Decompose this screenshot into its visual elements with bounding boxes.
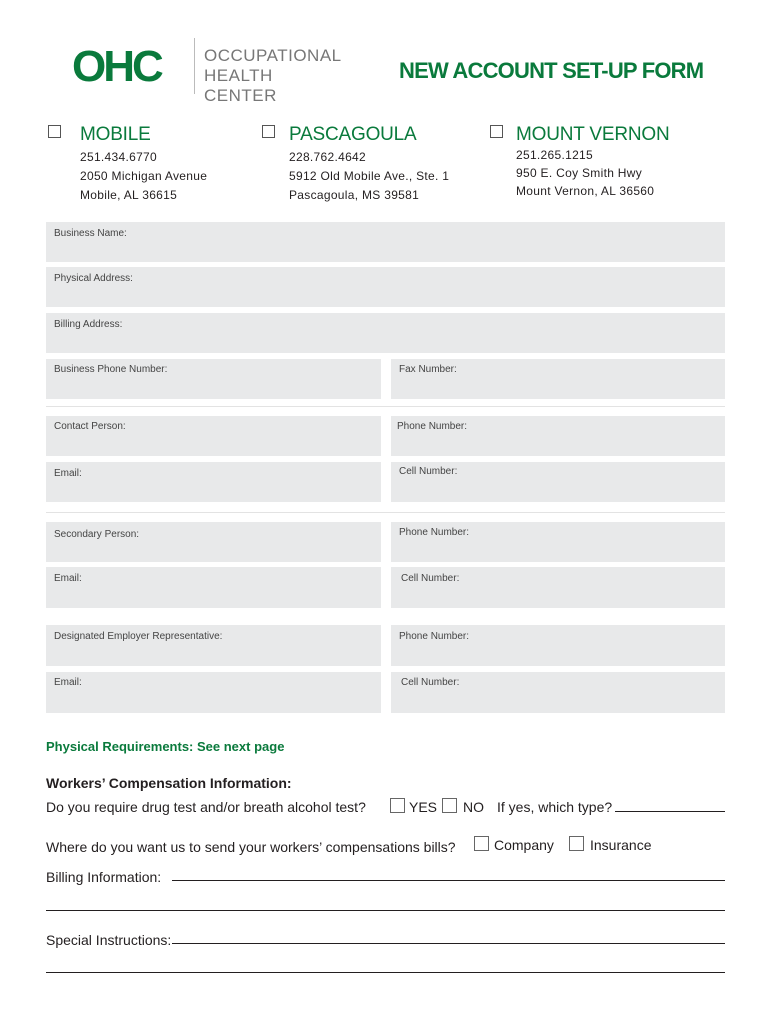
- no-label: NO: [463, 799, 484, 815]
- location-address1: 2050 Michigan Avenue: [80, 169, 208, 183]
- divider: [46, 406, 725, 407]
- logo-divider: [194, 38, 195, 94]
- fax-field[interactable]: [391, 359, 725, 399]
- workers-comp-heading: Workers’ Compensation Information:: [46, 775, 292, 791]
- location-phone: 251.434.6770: [80, 150, 158, 164]
- field-label: Phone Number:: [397, 421, 468, 432]
- field-label: Designated Employer Representative:: [54, 631, 223, 642]
- field-label: Cell Number:: [401, 573, 460, 584]
- location-address1: 950 E. Coy Smith Hwy: [516, 166, 643, 180]
- no-checkbox[interactable]: [442, 798, 457, 813]
- yes-label: YES: [409, 799, 438, 815]
- field-label: Email:: [54, 677, 82, 688]
- field-label: Fax Number:: [399, 364, 457, 375]
- location-phone: 251.265.1215: [516, 148, 594, 162]
- location-address2: Mount Vernon, AL 36560: [516, 184, 655, 198]
- contact-phone-field[interactable]: [391, 416, 725, 456]
- special-instructions-line-2[interactable]: [46, 972, 725, 973]
- logo-line1: OCCUPATIONAL: [204, 46, 342, 65]
- der-email-field[interactable]: [46, 672, 381, 713]
- special-instructions-line[interactable]: [172, 943, 725, 944]
- field-label: Email:: [54, 573, 82, 584]
- company-checkbox[interactable]: [474, 836, 489, 851]
- field-label: Physical Address:: [54, 273, 133, 284]
- field-label: Secondary Person:: [54, 529, 140, 540]
- insurance-label: Insurance: [590, 837, 652, 853]
- location-address1: 5912 Old Mobile Ave., Ste. 1: [289, 169, 450, 183]
- field-label: Email:: [54, 468, 82, 479]
- contact-email-field[interactable]: [46, 462, 381, 502]
- location-name-mount-vernon: MOUNT VERNON: [516, 124, 670, 145]
- mobile-checkbox[interactable]: [48, 125, 61, 138]
- physical-requirements-note: Physical Requirements: See next page: [46, 739, 285, 754]
- location-name-mobile: MOBILE: [80, 124, 151, 145]
- der-cell-field[interactable]: [391, 672, 725, 713]
- location-address2: Mobile, AL 36615: [80, 188, 178, 202]
- location-address2: Pascagoula, MS 39581: [289, 188, 420, 202]
- bills-question: Where do you want us to send your workers’ compensations bills?: [46, 839, 456, 855]
- mount-vernon-checkbox[interactable]: [490, 125, 503, 138]
- der-field[interactable]: [46, 625, 381, 666]
- billing-info-line[interactable]: [172, 880, 725, 881]
- field-label: Business Phone Number:: [54, 364, 168, 375]
- billing-info-line-2[interactable]: [46, 910, 725, 911]
- yes-checkbox[interactable]: [390, 798, 405, 813]
- business-name-field[interactable]: [46, 222, 725, 262]
- contact-cell-field[interactable]: [391, 462, 725, 502]
- pascagoula-checkbox[interactable]: [262, 125, 275, 138]
- secondary-person-field[interactable]: [46, 522, 381, 562]
- divider: [46, 512, 725, 513]
- billing-address-field[interactable]: [46, 313, 725, 353]
- location-phone: 228.762.4642: [289, 150, 367, 164]
- form-title: NEW ACCOUNT SET-UP FORM: [399, 58, 704, 83]
- insurance-checkbox[interactable]: [569, 836, 584, 851]
- field-label: Cell Number:: [399, 466, 458, 477]
- secondary-phone-field[interactable]: [391, 522, 725, 562]
- which-type-line[interactable]: [615, 811, 725, 812]
- company-label: Company: [494, 837, 554, 853]
- field-label: Phone Number:: [399, 527, 470, 538]
- field-label: Contact Person:: [54, 421, 126, 432]
- logo-text: OHC: [72, 42, 161, 91]
- contact-person-field[interactable]: [46, 416, 381, 456]
- logo-line2: HEALTH CENTER: [204, 66, 277, 105]
- field-label: Billing Address:: [54, 319, 123, 330]
- physical-address-field[interactable]: [46, 267, 725, 307]
- field-label: Phone Number:: [399, 631, 470, 642]
- business-phone-field[interactable]: [46, 359, 381, 399]
- which-type-label: If yes, which type?: [497, 799, 613, 815]
- ohc-logo: [72, 42, 342, 105]
- special-instructions-label: Special Instructions:: [46, 932, 172, 948]
- drug-test-question: Do you require drug test and/or breath alcohol test?: [46, 799, 366, 815]
- field-label: Cell Number:: [401, 677, 460, 688]
- secondary-email-field[interactable]: [46, 567, 381, 608]
- secondary-cell-field[interactable]: [391, 567, 725, 608]
- billing-info-label: Billing Information:: [46, 869, 162, 885]
- location-name-pascagoula: PASCAGOULA: [289, 124, 417, 145]
- field-label: Business Name:: [54, 228, 127, 239]
- der-phone-field[interactable]: [391, 625, 725, 666]
